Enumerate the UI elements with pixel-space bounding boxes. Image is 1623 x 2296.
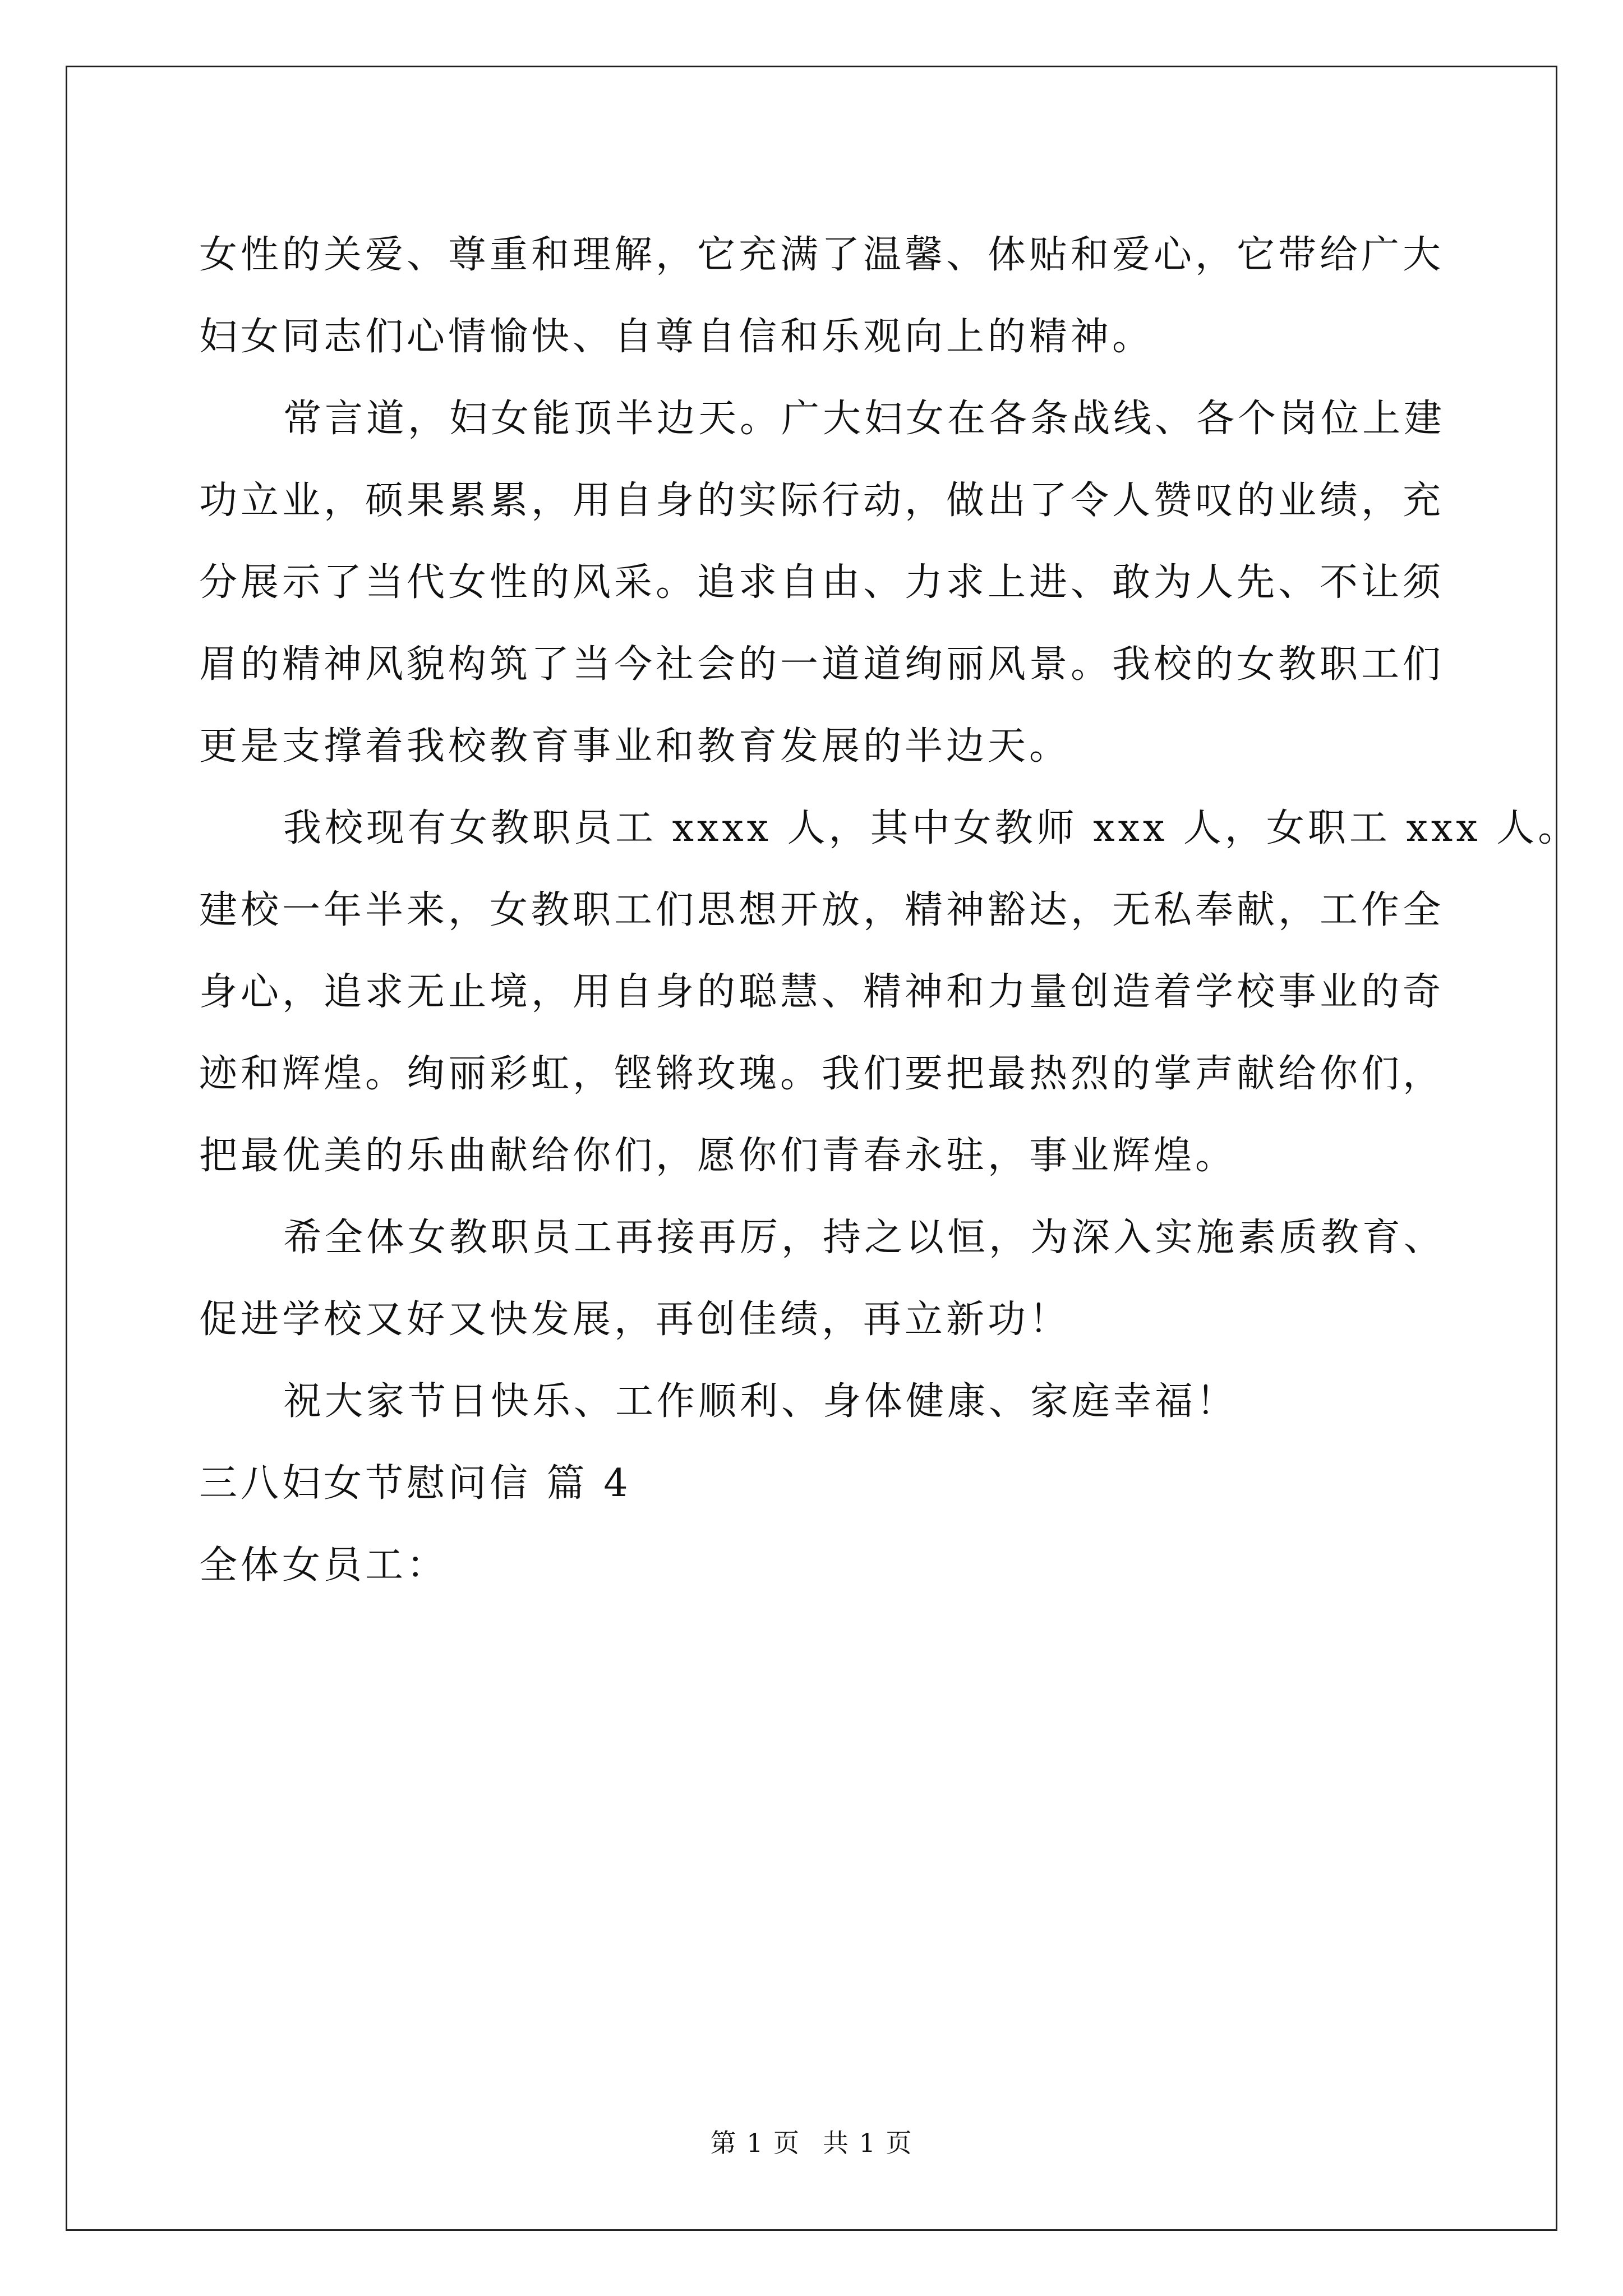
text-line-7: 更是支撑着我校教育事业和教育发展的半边天。	[199, 724, 1071, 769]
text-line-13: 希全体女教职员工再接再厉，持之以恒，为深入实施素质教育、	[283, 1216, 1446, 1260]
page-number: 第 1 页	[710, 2128, 800, 2158]
text-line-12: 把最优美的乐曲献给你们，愿你们青春永驻，事业辉煌。	[199, 1134, 1237, 1178]
section-heading: 三八妇女节慰问信 篇 4	[199, 1461, 631, 1506]
text-line-4: 功立业，硕果累累，用自身的实际行动，做出了令人赞叹的业绩，充	[199, 478, 1445, 523]
text-line-8: 我校现有女教职员工 xxxx 人，其中女教师 xxx 人，女职工 xxx 人。	[283, 806, 1580, 850]
text-line-14: 促进学校又好又快发展，再创佳绩，再立新功！	[199, 1297, 1071, 1342]
text-line-2: 妇女同志们心情愉快、自尊自信和乐观向上的精神。	[199, 315, 1154, 359]
document-body	[199, 214, 1580, 1607]
text-line-11: 迹和辉煌。绚丽彩虹，铿锵玫瑰。我们要把最热烈的掌声献给你们，	[199, 1052, 1445, 1096]
page-total: 共 1 页	[823, 2128, 913, 2158]
text-line-9: 建校一年半来，女教职工们思想开放，精神豁达，无私奉献，工作全	[199, 888, 1445, 932]
page-footer	[0, 2126, 1623, 2160]
text-line-3: 常言道，妇女能顶半边天。广大妇女在各条战线、各个岗位上建	[283, 397, 1446, 441]
text-line-5: 分展示了当代女性的风采。追求自由、力求上进、敢为人先、不让须	[199, 560, 1445, 605]
text-line-10: 身心，追求无止境，用自身的聪慧、精神和力量创造着学校事业的奇	[199, 970, 1445, 1014]
salutation: 全体女员工：	[199, 1543, 449, 1588]
text-line-15: 祝大家节日快乐、工作顺利、身体健康、家庭幸福！	[283, 1379, 1238, 1424]
text-line-6: 眉的精神风貌构筑了当今社会的一道道绚丽风景。我校的女教职工们	[199, 642, 1445, 687]
text-line-1: 女性的关爱、尊重和理解，它充满了温馨、体贴和爱心，它带给广大	[199, 233, 1445, 277]
